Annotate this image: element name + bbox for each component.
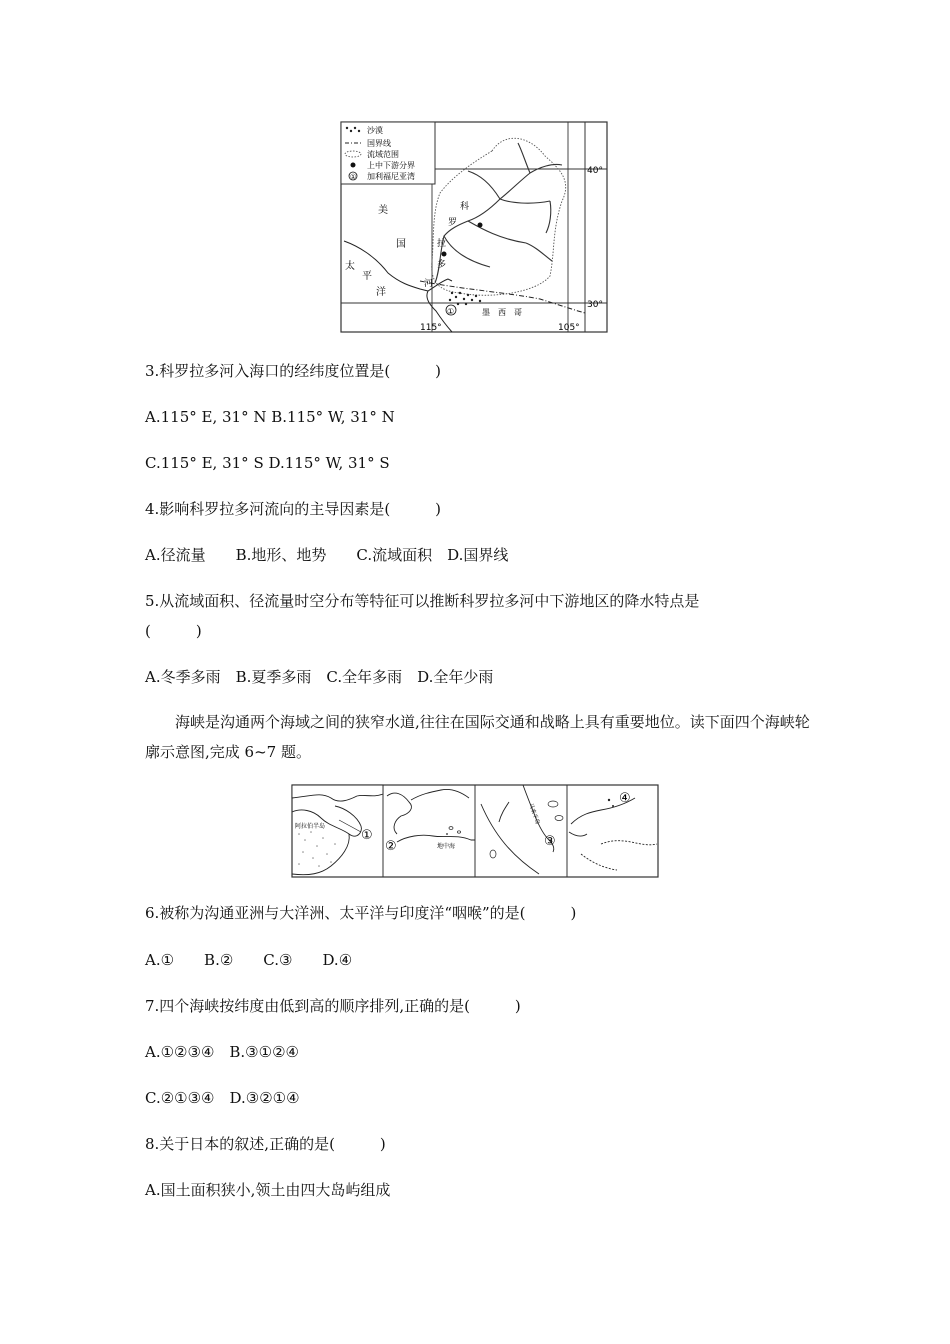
question-5-stem-bracket: ( ) [145, 622, 202, 640]
label-lon-105: 105° [558, 323, 580, 333]
label-usa-1: 美 [378, 205, 388, 216]
label-pacific-2: 平 [362, 271, 372, 282]
question-3-options-1: A.115° E, 31° N B.115° W, 31° N [145, 408, 395, 426]
label-mexico: 墨 西 哥 [482, 308, 522, 317]
legend-border: 国界线 [367, 139, 391, 148]
question-3-stem: 3.科罗拉多河入海口的经纬度位置是( ) [145, 362, 442, 380]
label-usa-2: 国 [396, 239, 406, 250]
question-5-stem: 5.从流域面积、径流量时空分布等特征可以推断科罗拉多河中下游地区的降水特点是 [145, 592, 700, 610]
legend-gulf: 加利福尼亚湾 [367, 172, 415, 181]
strait-2-number: ② [385, 839, 397, 854]
legend-marker: ① [350, 173, 357, 181]
label-lat-30: 30° [587, 300, 603, 310]
label-lon-115: 115° [420, 323, 442, 333]
question-7-options-1: A.①②③④ B.③①②④ [145, 1043, 299, 1061]
question-3-options-2: C.115° E, 31° S D.115° W, 31° S [145, 454, 390, 472]
strait-3-number: ③ [544, 834, 556, 849]
label-river-5: 河 [424, 279, 434, 289]
label-pacific-3: 洋 [376, 287, 386, 298]
question-5-options: A.冬季多雨 B.夏季多雨 C.全年多雨 D.全年少雨 [145, 668, 494, 686]
arabian-peninsula-label: 阿拉伯半岛 [295, 823, 326, 830]
strait-intro: 海峡是沟通两个海域之间的狭窄水道,往往在国际交通和战略上具有重要地位。读下面四个海峡轮廓示意图,完成 6~7 题。 [145, 713, 810, 761]
malay-peninsula-label: 马来半岛 [527, 802, 541, 826]
label-pacific-1: 太 [345, 261, 355, 272]
legend-desert: 沙漠 [367, 126, 383, 135]
strait-1-number: ① [361, 828, 373, 843]
question-6-stem: 6.被称为沟通亚洲与大洋洲、太平洋与印度洋“咽喉”的是( ) [145, 904, 577, 922]
question-8-option-a: A.国土面积狭小,领土由四大岛屿组成 [145, 1181, 391, 1199]
question-4-stem: 4.影响科罗拉多河流向的主导因素是( ) [145, 500, 442, 518]
question-8-stem: 8.关于日本的叙述,正确的是( ) [145, 1135, 386, 1153]
gulf-marker: ① [447, 307, 455, 316]
label-lat-40: 40° [587, 166, 603, 176]
label-river-4: 多 [437, 260, 447, 270]
question-4-options: A.径流量 B.地形、地势 C.流域面积 D.国界线 [145, 546, 509, 564]
label-river-2: 罗 [448, 218, 458, 228]
label-river-3: 拉 [437, 239, 447, 249]
mediterranean-label: 地中海 [437, 843, 456, 850]
question-6-options: A.① B.② C.③ D.④ [145, 951, 353, 969]
straits-map [291, 784, 659, 878]
strait-4-number: ④ [619, 791, 631, 806]
legend-divide: 上中下游分界 [367, 161, 415, 170]
colorado-river-map [340, 121, 608, 333]
legend-basin: 流域范围 [367, 150, 399, 159]
question-7-options-2: C.②①③④ D.③②①④ [145, 1089, 300, 1107]
question-7-stem: 7.四个海峡按纬度由低到高的顺序排列,正确的是( ) [145, 997, 521, 1015]
label-river-1: 科 [460, 202, 470, 212]
